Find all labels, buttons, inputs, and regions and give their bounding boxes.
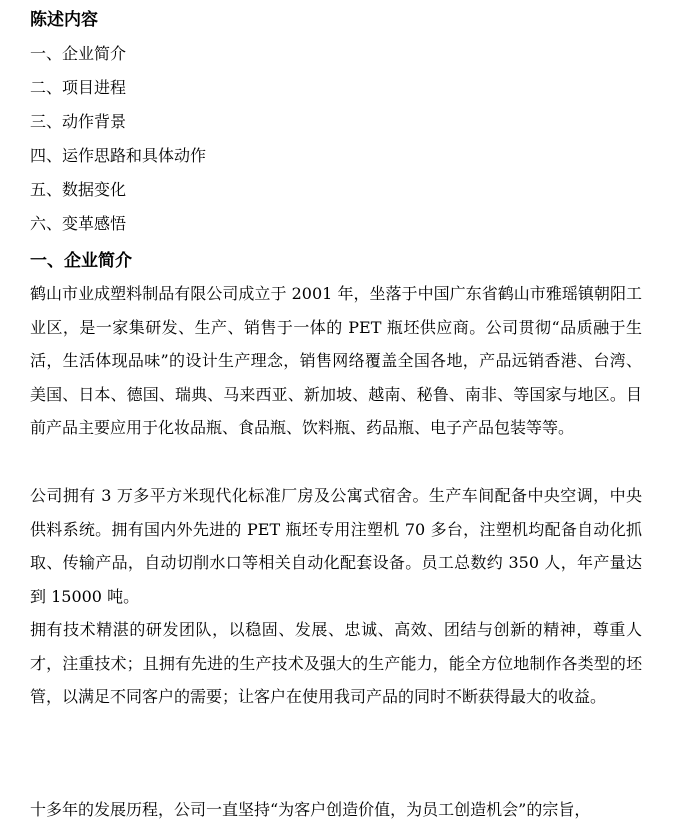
- toc-item-data: 五、数据变化: [30, 180, 127, 199]
- toc-item-reflection: 六、变革感悟: [30, 214, 127, 233]
- toc-item-background: 三、动作背景: [30, 112, 127, 131]
- intro-paragraph-2: 公司拥有 3 万多平方米现代化标准厂房及公寓式宿舍。生产车间配备中央空调，中央供料系统。拥有国内外先进的 PET 瓶坯专用注塑机 70 多台，注塑机均配备自动化抓取、传输产品，自动切削水口等相关自动化配套设备。员工总数约 350 人，年产量达到 15000 吨。: [30, 486, 642, 606]
- toc-item-approach: 四、运作思路和具体动作: [30, 146, 207, 165]
- intro-paragraph-3: 拥有技术精湛的研发团队，以稳固、发展、忠诚、高效、团结与创新的精神，尊重人才，注重技术；且拥有先进的生产技术及强大的生产能力，能全方位地制作各类型的坯管，以满足不同客户的需要；让客户在使用我司产品的同时不断获得最大的收益。: [30, 620, 642, 706]
- toc-item-progress: 二、项目进程: [30, 78, 127, 97]
- section-heading-intro: 一、企业简介: [30, 251, 132, 271]
- intro-paragraph-1: 鹤山市业成塑料制品有限公司成立于 2001 年，坐落于中国广东省鹤山市雅瑶镇朝阳工业区，是一家集研发、生产、销售于一体的 PET 瓶坯供应商。公司贯彻“品质融于生活，生活体现品味”的设计生产理念，销售网络覆盖全国各地，产品远销香港、台湾、美国、日本、德国、瑞典、马来西亚、新加坡、越南、秘鲁、南非、等国家与地区。目前产品主要应用于化妆品瓶、食品瓶、饮料瓶、药品瓶、电子产品包装等等。: [30, 284, 642, 437]
- page-title: 陈述内容: [30, 10, 98, 30]
- toc-item-intro: 一、企业简介: [30, 44, 127, 63]
- intro-paragraph-4: 十多年的发展历程，公司一直坚持“为客户创造价值，为员工创造机会”的宗旨，: [30, 800, 591, 819]
